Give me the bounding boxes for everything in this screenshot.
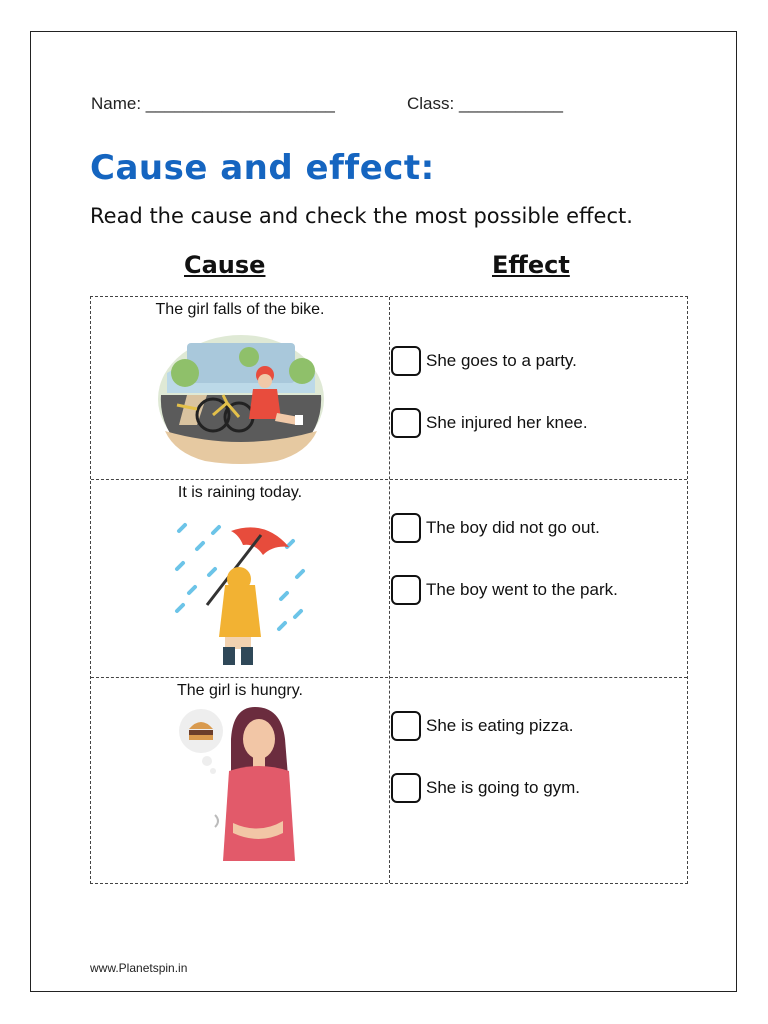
cause-text-2: It is raining today. bbox=[177, 484, 303, 501]
girl-fallen-off-bike-illustration bbox=[157, 333, 325, 465]
cause-effect-table bbox=[90, 296, 688, 884]
class-field[interactable]: Class: ___________ bbox=[407, 94, 563, 113]
row-divider bbox=[91, 479, 687, 480]
checkbox[interactable] bbox=[391, 346, 421, 376]
effect-option-3-1[interactable]: She is eating pizza. bbox=[391, 711, 573, 741]
column-header-cause: Cause bbox=[184, 251, 266, 279]
name-field[interactable]: Name: ____________________ bbox=[91, 94, 335, 113]
effect-option-2-1[interactable]: The boy did not go out. bbox=[391, 513, 600, 543]
checkbox[interactable] bbox=[391, 513, 421, 543]
checkbox[interactable] bbox=[391, 773, 421, 803]
cause-text-3: The girl is hungry. bbox=[177, 682, 303, 699]
website-footer: www.Planetspin.in bbox=[90, 961, 188, 975]
effect-option-2-2[interactable]: The boy went to the park. bbox=[391, 575, 618, 605]
row-divider bbox=[91, 677, 687, 678]
checkbox[interactable] bbox=[391, 408, 421, 438]
checkbox[interactable] bbox=[391, 575, 421, 605]
column-divider bbox=[389, 297, 390, 883]
effect-option-1-1[interactable]: She goes to a party. bbox=[391, 346, 577, 376]
checkbox[interactable] bbox=[391, 711, 421, 741]
hungry-girl-thinking-of-burger-illustration bbox=[171, 705, 311, 863]
worksheet-title: Cause and effect: bbox=[90, 148, 435, 188]
child-with-umbrella-in-rain-illustration bbox=[169, 519, 313, 669]
effect-option-3-2[interactable]: She is going to gym. bbox=[391, 773, 580, 803]
cause-text-1: The girl falls of the bike. bbox=[155, 301, 325, 318]
effect-option-1-2[interactable]: She injured her knee. bbox=[391, 408, 588, 438]
instruction-text: Read the cause and check the most possible effect. bbox=[90, 204, 633, 228]
column-header-effect: Effect bbox=[492, 251, 570, 279]
